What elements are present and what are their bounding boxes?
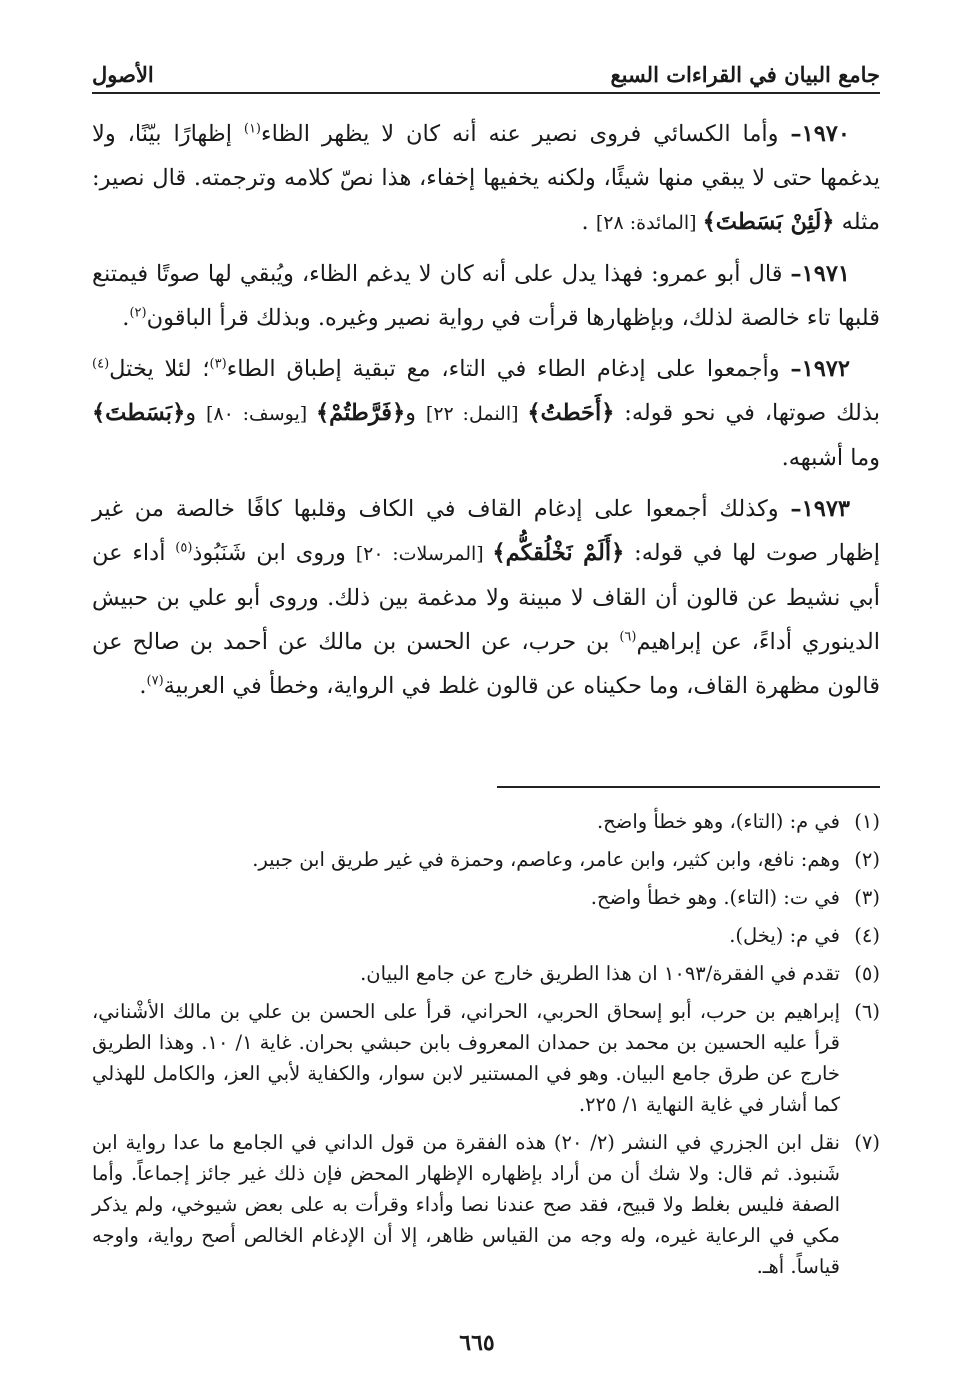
text-span: و xyxy=(185,400,207,426)
text-span: وما أشبهه. xyxy=(781,445,880,471)
footnote-item xyxy=(92,1127,880,1282)
text-span: قال أبو عمرو: فهذا يدل على أنه كان لا يدغم الظاء، ويُبقي لها صوتًا فيمتنع قلبها تاء خالصة لذلك، وبإظهارها قرأت في رواية نصير وغيره. وبذلك قرأ الباقون xyxy=(92,261,880,331)
footnote-number: (٤) xyxy=(854,924,880,947)
footnote-text: في م: (التاء)، وهو خطأ واضح. xyxy=(596,810,840,833)
footnote-number: (٥) xyxy=(854,962,880,985)
text-span: وأما الكسائي فروى نصير عنه أنه كان لا يظهر الظاء xyxy=(261,121,791,147)
footnote-separator xyxy=(497,786,880,788)
paragraph-number: ١٩٧٠– xyxy=(790,121,850,147)
paragraph-1971 xyxy=(92,252,880,340)
footnote-ref: (٥) xyxy=(175,540,193,556)
paragraph-1970 xyxy=(92,112,880,245)
footnote-ref: (٣) xyxy=(209,356,227,372)
footnote-number: (٧) xyxy=(854,1131,880,1154)
quran-citation: ﴿بَسَطتَ﴾ xyxy=(92,400,186,426)
footnote-text: وهم: نافع، وابن كثير، وابن عامر، وعاصم، وحمزة في غير طريق ابن جبير. xyxy=(252,848,840,871)
footnote-ref: (٧) xyxy=(146,673,164,689)
text-span: بن حرب، عن الحسن بن مالك عن أحمد بن صالح عن قالون مظهرة القاف، وما حكيناه عن قالون غلط في الرواية، وخطأ في العربية xyxy=(92,629,880,699)
paragraph-number: ١٩٧٢– xyxy=(790,356,850,382)
text-span: و xyxy=(405,400,426,426)
text-span: وأجمعوا على إدغام الطاء في التاء، مع تبقية إطباق الطاء xyxy=(226,356,791,382)
footnote-item xyxy=(92,996,880,1120)
quran-citation: ﴿فَرَّطتُمْ﴾ xyxy=(315,400,406,426)
footnote-number: (٣) xyxy=(854,886,880,909)
text-span: وروى ابن شَنَبُوذ xyxy=(192,540,356,566)
paragraph-number: ١٩٧٣– xyxy=(790,496,850,522)
quran-citation: ﴿لَئِنْ بَسَطتَ﴾ xyxy=(702,209,835,235)
surah-reference: [المائدة: ٢٨] xyxy=(595,212,703,234)
footnote-number: (٢) xyxy=(854,848,880,871)
text-span: . xyxy=(581,209,596,235)
surah-reference: [المرسلات: ٢٠] xyxy=(355,543,493,565)
text-span: أداء عن أبي نشيط عن قالون أن القاف لا مبينة ولا مدغمة بين ذلك. وروى أبو علي بن حبيش الدينوري أداءً، عن إبراهيم xyxy=(92,540,880,655)
footnote-item xyxy=(92,844,880,875)
footnote-ref: (١) xyxy=(243,121,261,137)
footnote-number: (١) xyxy=(854,810,880,833)
section-title: الأصول xyxy=(92,62,154,87)
footnote-number: (٦) xyxy=(854,1000,880,1023)
surah-reference: [يوسف: ٨٠] xyxy=(206,403,316,425)
footnote-text: في ت: (التاء). وهو خطأ واضح. xyxy=(590,886,840,909)
text-span: . xyxy=(139,673,147,699)
paragraph-1972 xyxy=(92,347,880,480)
surah-reference: [النمل: ٢٢] xyxy=(425,403,528,425)
paragraph-number: ١٩٧١– xyxy=(790,261,850,287)
footnote-item xyxy=(92,958,880,989)
footnote-item xyxy=(92,806,880,837)
text-span: . xyxy=(122,305,130,331)
text-span: ؛ لئلا يختل xyxy=(109,356,210,382)
footnote-text: نقل ابن الجزري في النشر (٢/ ٢٠) هذه الفقرة من قول الداني في الجامع ما عدا رواية ابن شَنبوذ. ثم قال: ولا شك أن من أراد بإظهاره الإظهار المحض فإن ذلك غير جائز إجماعاً. وأما الصفة فليس بغلط ولا قبيح، فقد صح عندنا نصا وأداء وقرأت به على بعض شيوخي، ولم يذكر مكي في الرعاية غيره، وله وجه من القياس ظاهر، إلا أن الإدغام الخالص أصح رواية، واوجه قياساً. أهـ. xyxy=(92,1131,840,1278)
quran-citation: ﴿أَحَطتُ﴾ xyxy=(527,400,615,426)
footnote-item xyxy=(92,882,880,913)
main-text xyxy=(92,112,880,715)
paragraph-1973 xyxy=(92,487,880,708)
footnote-ref: (٢) xyxy=(129,305,147,321)
footnote-item xyxy=(92,920,880,951)
footnote-ref: (٦) xyxy=(619,629,637,645)
footnotes xyxy=(92,806,880,1289)
footnote-ref: (٤) xyxy=(92,356,110,372)
text-span: إظهارًا بيّنًا، ولا يدغمها حتى لا يبقي منها شيئًا، ولكنه يخفيها إخفاء، هذا نصّ كلامه وترجمته. قال نصير: مثله xyxy=(92,121,880,235)
book-title: جامع البيان في القراءات السبع xyxy=(610,62,880,87)
page-number: ٦٦٥ xyxy=(459,1330,495,1356)
footnote-text: إبراهيم بن حرب، أبو إسحاق الحربي، الحراني، قرأ على الحسن بن علي بن مالك الأشْناني، قرأ عليه الحسين بن محمد بن حمدان المعروف بابن حبشي بحران. غاية ١/ ١٠. وهذا الطريق خارج عن طرق جامع البيان. وهو في المستنير لابن سوار، والكفاية لأبي العز، والكامل للهذلي كما أشار في غاية النهاية ١/ ٢٢٥. xyxy=(92,1000,840,1116)
text-span: وكذلك أجمعوا على إدغام القاف في الكاف وقلبها كافًا خالصة من غير إظهار صوت لها في قوله: xyxy=(92,496,880,566)
running-header xyxy=(92,58,880,94)
footnote-text: تقدم في الفقرة/١٠٩٣ ان هذا الطريق خارج عن جامع البيان. xyxy=(360,962,840,985)
footnote-text: في م: (يخل). xyxy=(729,924,840,947)
text-span: بذلك صوتها، في نحو قوله: xyxy=(614,400,880,426)
quran-citation: ﴿أَلَمْ نَخْلُقكُّم﴾ xyxy=(492,540,625,566)
